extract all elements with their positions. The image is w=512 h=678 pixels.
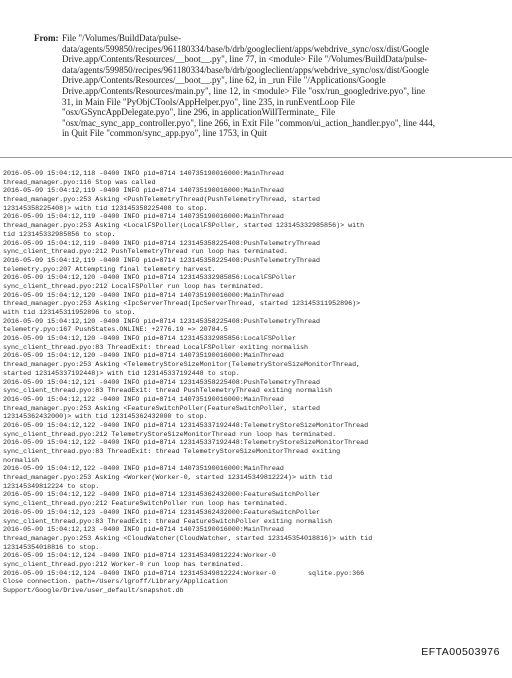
log-output: 2016-05-09 15:04:12,118 -0400 INFO pid=8714 140735190016000:MainThread thread_manager.pyo:116 Stop was called 2016-05-09 15:04:12,119 -0400 INFO pid=8714 140735190016000:MainThread thread_manager.pyo:253 Asking <PushTelemetryThread(PushTelemetryThread, started 123145358225408)> with tid 123145358225408 to stop. 2016-05-09 15:04:12,119 -0400 INFO pid=8714 140735190016000:MainThread thread_manager.pyo:253 Asking <LocalFSPoller(LocalFSPoller, started 123145332985856)> with tid 123145332985856 to stop. 2016-05-09 15:04:12,119 -0400 INFO pid=8714 123145358225408:PushTelemetryThread sync_client_thread.pyo:212 PushTelemetryThread run loop has terminated. 2016-05-09 15:04:12,119 -0400 INFO pid=8714 123145358225408:PushTelemetryThread telemetry.pyo:207 Attempting final telemetry harvest. 2016-05-09 15:04:12,120 -0400 INFO pid=8714 123145332985856:LocalFSPoller sync_client_thread.pyo:212 LocalFSPoller run loop has terminated. 2016-05-09 15:04:12,120 -0400 INFO pid=8714 140735190016000:MainThread thread_manager.pyo:253 Asking <IpcServerThread(IpcServerThread, started 123145311952896)> with tid 123145311952896 to stop. 2016-05-09 15:04:12,120 -0400 INFO pid=8714 123145358225408:PushTelemetryThread telemetry.pyo:167 PushStates.ONLINE: +2776.19 => 20784.5 2016-05-09 15:04:12,120 -0400 INFO pid=8714 123145332985856:LocalFSPoller sync_client_thread.pyo:83 ThreadExit: thread LocalFSPoller exiting normalish 2016-05-09 15:04:12,120 -0400 INFO pid=8714 140735190016000:MainThread thread_manager.pyo:253 Asking <TelemetryStoreSizeMonitor(TelemetryStoreSizeMonitorThread, started 123145337192448)> with tid 123145337192448 to stop. 2016-05-09 15:04:12,121 -0400 INFO pid=8714 123145358225408:PushTelemetryThread sync_client_thread.pyo:83 ThreadExit: thread PushTelemetryThread exiting normalish 2016-05-09 15:04:12,122 -0400 INFO pid=8714 140735190016000:MainThread thread_manager.pyo:253 Asking <FeatureSwitchPoller(FeatureSwitchPoller, started 123145362432000)> with tid 123145362432000 to stop. 2016-05-09 15:04:12,122 -0400 INFO pid=8714 123145337192448:TelemetryStoreSizeMonitorThread sync_client_thread.pyo:212 TelemetryStoreSizeMonitorThread run loop has terminated. 2016-05-09 15:04:12,122 -0400 INFO pid=8714 123145337192448:TelemetryStoreSizeMonitorThread sync_client_thread.pyo:83 ThreadExit: thread TelemetryStoreSizeMonitorThread exiting normalish 2016-05-09 15:04:12,122 -0400 INFO pid=8714 140735190016000:MainThread thread_manager.pyo:253 Asking <Worker(Worker-0, started 123145349812224)> with tid 123145349812224 to stop. 2016-05-09 15:04:12,122 -0400 INFO pid=8714 123145362432000:FeatureSwitchPoller sync_client_thread.pyo:212 FeatureSwitchPoller run loop has terminated. 2016-05-09 15:04:12,123 -0400 INFO pid=8714 123145362432000:FeatureSwitchPoller sync_client_thread.pyo:83 ThreadExit: thread FeatureSwitchPoller exiting normalish 2016-05-09 15:04:12,123 -0400 INFO pid=8714 140735190016000:MainThread thread_manager.pyo:253 Asking <CloudWatcher(CloudWatcher, started 123145354018816)> with tid 123145354018816 to stop. 2016-05-09 15:04:12,124 -0400 INFO pid=8714 123145349812224:Worker-0 sync_client_thread.pyo:212 Worker-0 run loop has terminated. 2016-05-09 15:04:12,124 -0400 INFO pid=8714 123145349812224:Worker-0 sqlite.pyo:366 Close connection. path=/Users/lgroff/Library/Application Support/Google/Drive/user_default/snapshot.db [3,170,373,595]
section-divider [0,157,512,158]
email-from-header [34,33,474,139]
from-label: From: [34,33,59,43]
document-id: EFTA00503976 [421,646,500,658]
from-traceback-text: File "/Volumes/BuildData/pulse- data/agents/599850/recipes/961180334/base/b/drb/googleclient/apps/webdrive_sync/osx/dist/Google Drive.app/Contents/Resources/__boot__.py", line 77, in <module> File "/Volumes/BuildData/pulse- data/agents/599850/recipes/961180334/base/b/drb/googleclient/apps/webdrive_sync/osx/dist/Google Drive.app/Contents/Resources/__boot__.py", line 62, in _run File "/Applications/Google Drive.app/Contents/Resources/main.py", line 12, in <module> File "osx/run_googledrive.pyo", line 31, in Main File "PyObjCTools/AppHelper.pyo", line 235, in runEventLoop File "osx/GSyncAppDelegate.pyo", line 296, in applicationWillTerminate_ File "osx/mac_sync_app_controller.pyo", line 266, in Exit File "common/ui_action_handler.pyo", line 444, in Quit File "common/sync_app.pyo", line 1753, in Quit [62,33,435,139]
